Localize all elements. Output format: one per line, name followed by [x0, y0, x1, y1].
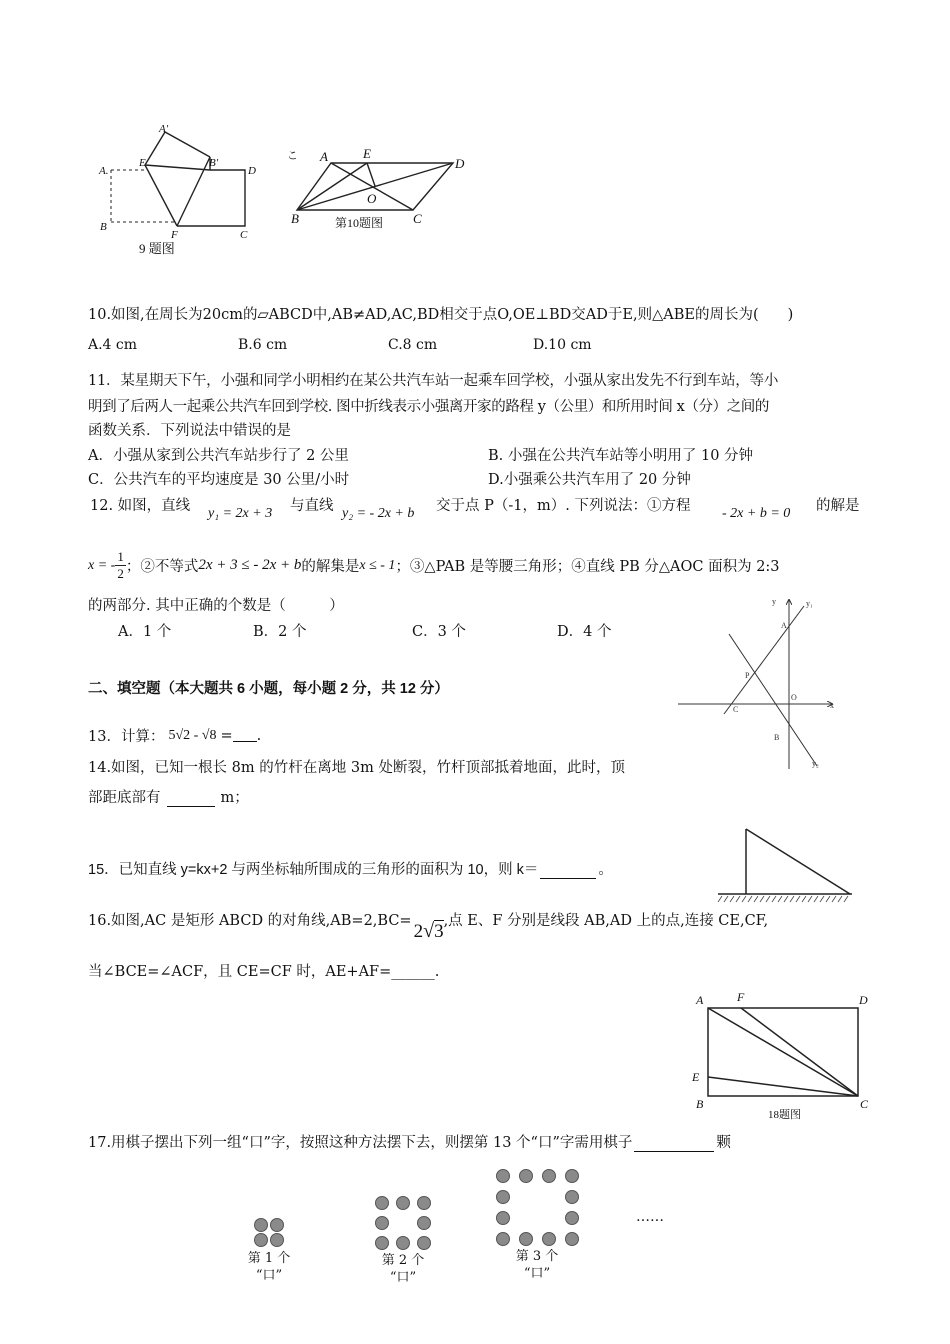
fig12-label-b: B	[774, 733, 780, 742]
chess-piece	[542, 1232, 556, 1246]
fig9-label-f: F	[171, 229, 178, 241]
q10-option-d: D.10 cm	[533, 337, 592, 353]
figure-10	[285, 145, 475, 235]
fig12-label-y: y	[772, 597, 776, 606]
q12-fraction-num: 1	[117, 549, 124, 564]
pattern-1-caption	[232, 1250, 306, 1284]
q12-part-7: ；③△PAB 是等腰三角形；④直线 PB 分△AOC 面积为 2:3	[395, 559, 780, 575]
q11-option-a: A．小强从家到公共汽车站步行了 2 公里	[88, 448, 349, 464]
pattern-1-caption-line-1: 第 1 个	[247, 1251, 291, 1266]
chess-piece	[565, 1211, 579, 1225]
q12-eq-3: - 2x + b = 0	[722, 506, 791, 521]
chess-piece	[375, 1236, 389, 1250]
fig12-label-x: x	[830, 701, 834, 710]
fig10-label-e: E	[363, 146, 371, 161]
chess-piece	[254, 1218, 268, 1232]
fig9-label-a: A.	[99, 165, 109, 177]
fig12-label-o: O	[791, 693, 797, 702]
q13-prefix: 13．计算：	[88, 729, 165, 745]
q12-option-a: A．1 个	[118, 624, 172, 640]
fig10-label-b: B	[291, 211, 299, 226]
q12-part-4: 的解是	[816, 498, 860, 514]
chess-piece	[417, 1236, 431, 1250]
pattern-2-caption-line-1: 第 2 个	[381, 1253, 425, 1268]
q13: 13．计算： 5√2 - √8 = .	[88, 725, 261, 746]
q13-suffix: =	[220, 727, 233, 744]
pattern-1-caption-line-2: “口”	[255, 1268, 283, 1283]
q12-part-3: 交于点 P（-1，m）. 下列说法：①方程	[436, 498, 691, 514]
q17-answer-blank[interactable]	[634, 1139, 714, 1152]
figure-12	[672, 594, 842, 774]
fig10-label-d: D	[455, 156, 465, 171]
q11-line-2: 明到了后两人一起乘公共汽车回到学校. 图中折线表示小强离开家的路程 y（公里）和所用时间 x（分）之间的	[88, 399, 770, 415]
q12-part-5: ；②不等式	[125, 559, 199, 575]
q12-line-2	[88, 549, 780, 582]
fig9-label-d: D	[248, 165, 256, 177]
fig16-label-a: A	[696, 993, 704, 1007]
fig9-label-b-prime: B′	[209, 157, 219, 169]
fig12-label-p: P	[745, 671, 750, 680]
chess-piece	[496, 1190, 510, 1204]
pattern-2-caption-line-2: “口”	[389, 1270, 417, 1285]
q10-option-c: C.8 cm	[388, 337, 438, 353]
q12-eq-4-lhs: x = -	[88, 557, 116, 573]
fig16-label-d: D	[859, 993, 868, 1007]
q16-sqrt: 2√3	[413, 920, 444, 942]
chess-piece	[375, 1196, 389, 1210]
fig9-label-a-prime: A′	[159, 123, 169, 135]
q16-line-1b: ,点 E、F 分别是线段 AB,AD 上的点,连接 CE,CF,	[443, 913, 769, 929]
q12-eq-y1: y₁ = 2x + 3	[208, 506, 273, 521]
fig16-caption: 18题图	[768, 1109, 801, 1121]
q12-eq-5: 2x + 3 ≤ - 2x + b	[198, 557, 302, 573]
q12-option-d: D．4 个	[557, 624, 612, 640]
q15	[88, 858, 613, 879]
q17-suffix: 颗	[716, 1135, 731, 1151]
q15-suffix: 。	[598, 862, 613, 878]
fig16-label-c: C	[860, 1097, 869, 1111]
pattern-3-caption-line-2: “口”	[523, 1266, 551, 1281]
q12-fraction-den: 2	[117, 566, 124, 581]
q16-sqrt-coef: 2	[413, 921, 424, 942]
pattern-2-caption	[366, 1252, 440, 1286]
q14-line-2b: m；	[220, 790, 249, 806]
fig10-stray-label: こ	[287, 150, 298, 162]
chess-piece	[254, 1233, 268, 1247]
q11-option-d: D.小强乘公共汽车用了 20 分钟	[488, 472, 691, 488]
fig12-label-y2: y₂	[812, 759, 819, 768]
q17-text: 17.用棋子摆出下列一组“口”字，按照这种方法摆下去，则摆第 13 个“口”字需用棋子	[88, 1135, 633, 1151]
figure-14	[712, 824, 857, 904]
fig12-label-a: A	[781, 621, 787, 630]
fig10-label-c: C	[413, 211, 422, 226]
pattern-3-caption-line-1: 第 3 个	[515, 1249, 559, 1264]
figure-9	[95, 122, 265, 257]
chess-piece	[565, 1169, 579, 1183]
q12-part-1: 12. 如图，直线	[90, 498, 191, 514]
q13-expression: 5√2 - √8	[168, 727, 217, 743]
q12-line-3: 的两部分. 其中正确的个数是（ ）	[88, 598, 344, 614]
chess-piece	[565, 1190, 579, 1204]
q17-ellipsis: ……	[636, 1209, 664, 1225]
q10-option-b: B.6 cm	[238, 337, 288, 353]
chess-piece	[496, 1211, 510, 1225]
q14-answer-blank[interactable]	[167, 792, 215, 807]
q16-line-2: 当∠BCE=∠ACF，且 CE=CF 时，AE+AF=______.	[88, 964, 440, 980]
q12-eq-6: x ≤ - 1	[359, 557, 396, 573]
fig16-label-e: E	[692, 1070, 700, 1084]
q14-line-2a: 部距底部有	[88, 790, 161, 806]
q11-option-c: C．公共汽车的平均速度是 30 公里/小时	[88, 472, 350, 488]
chess-piece	[496, 1169, 510, 1183]
section-2-heading: 二、填空题（本大题共 6 小题，每小题 2 分，共 12 分）	[88, 681, 449, 697]
chess-piece	[375, 1216, 389, 1230]
chess-piece	[565, 1232, 579, 1246]
chess-piece	[396, 1196, 410, 1210]
fig10-label-o: O	[367, 191, 377, 206]
chess-piece	[270, 1233, 284, 1247]
q10-stem: 10.如图,在周长为20cm的▱ABCD中,AB≠AD,AC,BD相交于点O,OE⊥BD交AD于E,则△ABE的周长为( )	[88, 307, 794, 323]
chess-piece	[519, 1169, 533, 1183]
q15-text: 15．已知直线 y=kx+2 与两坐标轴所围成的三角形的面积为 10，则 k＝	[88, 862, 539, 878]
q12-fraction	[115, 549, 126, 582]
chess-piece	[417, 1216, 431, 1230]
fig9-label-e: E	[139, 157, 146, 169]
chess-piece	[496, 1232, 510, 1246]
fig9-label-c: C	[240, 229, 248, 241]
fig9-caption: 9 题图	[139, 241, 175, 256]
q12-part-2: 与直线	[290, 498, 334, 514]
q16-sqrt-radicand: 3	[434, 921, 444, 942]
fig16-label-f: F	[737, 990, 745, 1004]
q12-option-c: C．3 个	[412, 624, 466, 640]
chess-piece	[417, 1196, 431, 1210]
figure-16	[688, 990, 878, 1125]
q12-part-6: 的解集是	[301, 559, 360, 575]
fig16-label-b: B	[696, 1097, 704, 1111]
fig10-caption: 第10题图	[335, 216, 384, 230]
q11-line-3: 函数关系．下列说法中错误的是	[88, 423, 291, 439]
chess-piece	[270, 1218, 284, 1232]
q14-line-1: 14.如图，已知一根长 8m 的竹杆在离地 3m 处断裂，竹杆顶部抵着地面，此时，顶	[88, 760, 625, 776]
q10-option-a: A.4 cm	[88, 337, 138, 353]
q12-option-b: B．2 个	[253, 624, 307, 640]
q17	[88, 1131, 731, 1152]
fig12-label-y1: y₁	[806, 599, 813, 608]
fig9-label-b: B	[100, 221, 107, 233]
q11-option-b: B. 小强在公共汽车站等小明用了 10 分钟	[488, 448, 754, 464]
q15-answer-blank[interactable]	[540, 866, 596, 879]
chess-piece	[396, 1236, 410, 1250]
fig12-label-c: C	[733, 705, 739, 714]
q12-eq-y2: y₂ = - 2x + b	[342, 506, 415, 521]
chess-piece	[519, 1232, 533, 1246]
pattern-3-caption	[500, 1248, 574, 1282]
q16-line-1a: 16.如图,AC 是矩形 ABCD 的对角线,AB=2,BC=	[88, 913, 412, 929]
fig10-label-a: A	[320, 149, 328, 164]
q16-line-1	[88, 908, 769, 942]
q11-line-1: 11．某星期天下午，小强和同学小明相约在某公共汽车站一起乘车回学校，小强从家出发先不行到车站，等小	[88, 373, 779, 389]
q13-answer-blank[interactable]	[233, 729, 257, 742]
chess-piece	[542, 1169, 556, 1183]
q14-line-2	[88, 786, 249, 807]
